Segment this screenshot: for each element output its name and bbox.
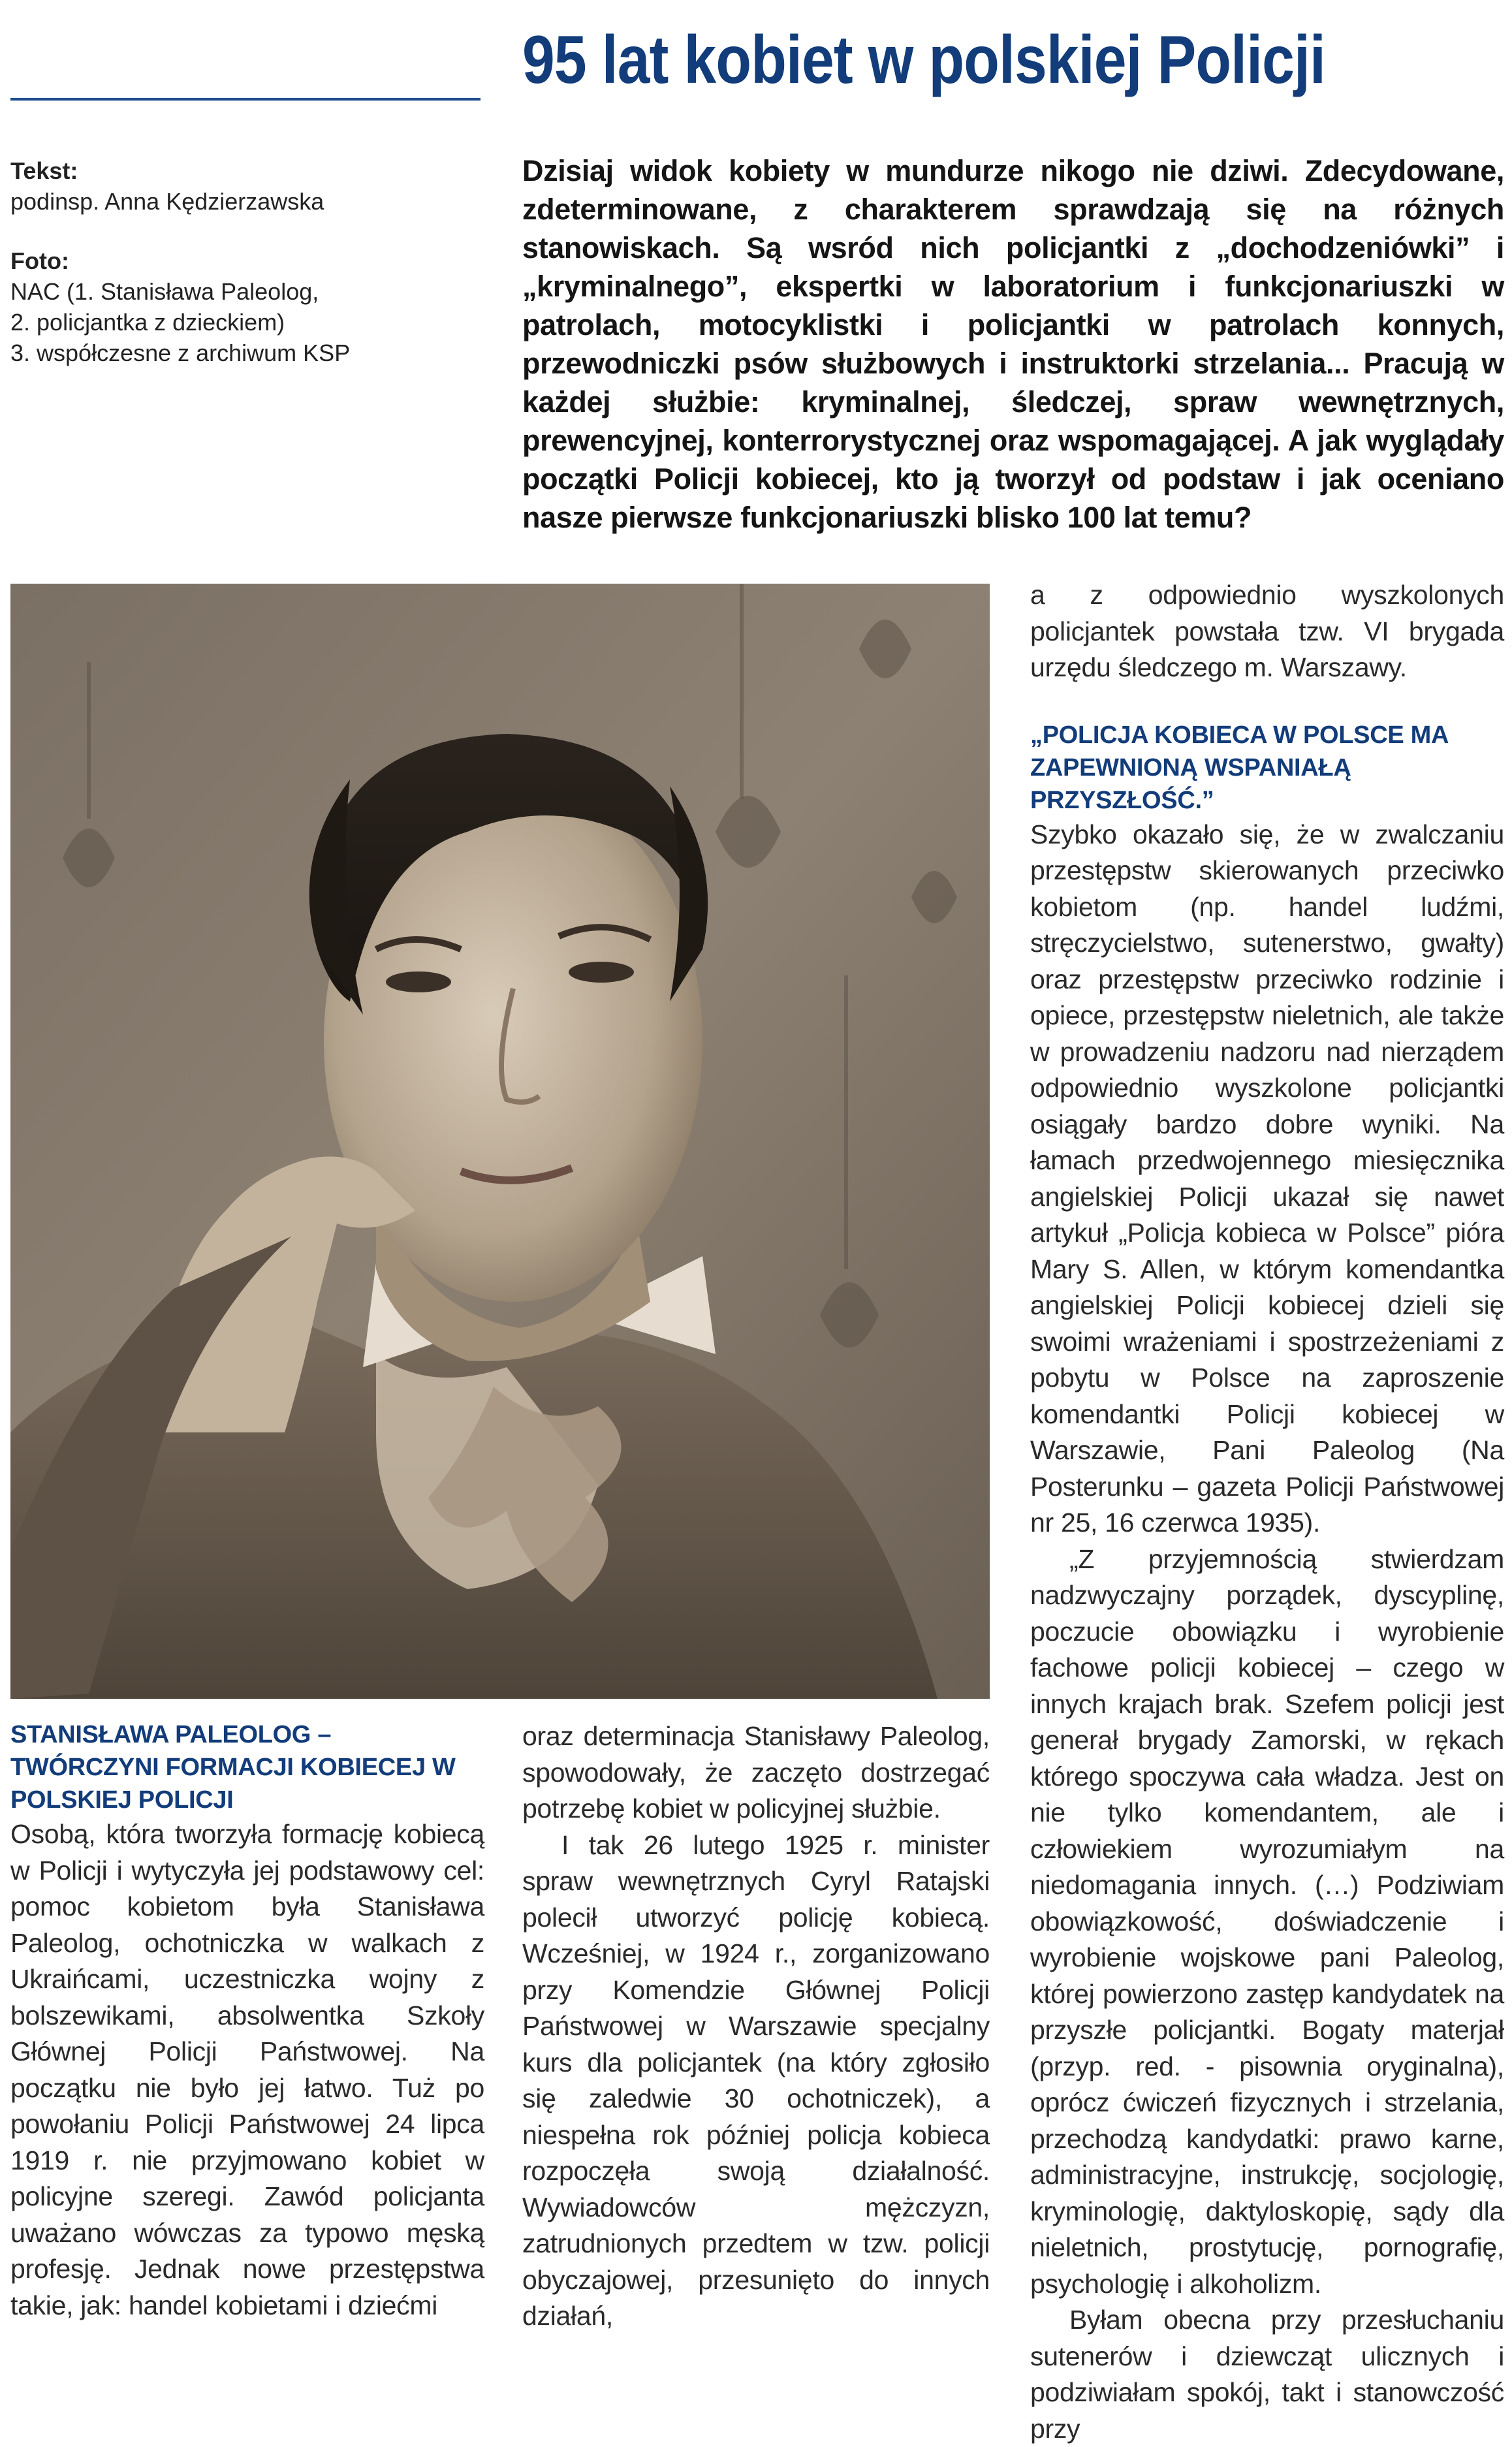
- article-title: 95 lat kobiet w polskiej Policji: [522, 22, 1326, 98]
- column-2: [522, 1718, 990, 2335]
- text-credit-author: podinsp. Anna Kędzierzawska: [10, 188, 324, 215]
- section-heading: „POLICJA KOBIECA W POLSCE MA ZAPEWNIONĄ WSPANIAŁĄ PRZYSZŁOŚĆ.”: [1030, 721, 1448, 814]
- portrait-photo: [10, 584, 990, 1699]
- paragraph: Byłam obecna przy przesłuchaniu sutenerów i dziewcząt ulicznych i podziwiałam spokój, takt i stanowczość przy: [1030, 2305, 1504, 2444]
- paragraph: Szybko okazało się, że w zwalczaniu przestępstw skierowanych przeciwko kobietom (np. handel ludźmi, stręczycielstwo, sutenerstwo, gwałty) oraz przestępstw przeciwko rodzinie i opiece, przestępstw nieletnich, ale także w prowadzeniu nadzoru nad nierządem odpowiednio wyszkolone policjantki osiągały bardzo dobre wyniki. Na łamach przedwojennego miesięcznika angielskiej Policji ukazał się nawet artykuł „Policja kobieca w Polsce” pióra Mary S. Allen, w którym komendantka angielskiej Policji kobiecej dzieli się swoimi wrażeniami i spostrzeżeniami z pobytu w Polsce na zaproszenie komendantki Policji kobiecej w Warszawie, Pani Paleolog (Na Posterunku – gazeta Policji Państwowej nr 25, 16 czerwca 1935).: [1030, 819, 1504, 1538]
- section-heading: STANISŁAWA PALEOLOG – TWÓRCZYNI FORMACJI KOBIECEJ W POLSKIEJ POLICJI: [10, 1721, 456, 1814]
- photo-credit-line: NAC (1. Stanisława Paleolog,: [10, 278, 319, 305]
- column-3: [1030, 577, 1504, 2447]
- paragraph: oraz determinacja Stanisławy Paleolog, spowodowały, że zaczęto dostrzegać potrzebę kobiet w policyjnej służbie.: [522, 1721, 990, 1823]
- quote-paragraph: „Z przyjemnością stwierdzam nadzwyczajny porządek, dyscyplinę, poczucie obowiązku i wyrobienie fachowe policji kobiecej – czego w innych krajach brak. Szefem policji jest generał brygady Zamorski, w rękach którego spoczywa cała władza. Jest on nie tylko komendantem, ale i człowiekiem wyrozumiałym na niedomagania innych. (…) Podziwiam obowiązkowość, doświadczenie i wyrobienie wojskowe pani Paleolog, której powierzono zastęp kandydatek na przyszłe policjantki. Bogaty materjał (przyp. red. - pisownia oryginalna), oprócz ćwiczeń fizycznych i strzelania, przechodzą kandydatki: prawo karne, administracyjne, instrukcję, socjologię, kryminologię, daktyloskopię, sądy dla nieletnich, prostytucję, pornografię, psychologię i alkoholizm.: [1030, 1543, 1504, 2299]
- paragraph: Osobą, która tworzyła formację kobiecą w Policji i wytyczyła jej podstawowy cel: pomoc kobietom była Stanisława Paleolog, ochotniczka w walkach z Ukraińcami, uczestniczka wojny z bolszewikami, absolwentka Szkoły Głównej Policji Państwowej. Na początku nie było jej łatwo. Tuż po powołaniu Policji Państwowej 24 lipca 1919 r. nie przyjmowano kobiet w policyjne szeregi. Zawód policjanta uważano wówczas za typowo męską profesję. Jednak nowe przestępstwa takie, jak: handel kobietami i dziećmi: [10, 1819, 484, 2320]
- paragraph: a z odpowiednio wyszkolonych policjantek powstała tzw. VI brygada urzędu śledczego m. Warszawy.: [1030, 580, 1504, 682]
- header-rule: [10, 98, 480, 101]
- text-credit-label: Tekst:: [10, 157, 78, 184]
- column-1: [10, 1718, 484, 2324]
- paragraph: I tak 26 lutego 1925 r. minister spraw wewnętrznych Cyryl Ratajski polecił utworzyć policję kobiecą. Wcześniej, w 1924 r., zorganizowano przy Komendzie Głównej Policji Państwowej w Warszawie specjalny kurs dla policjantek (na który zgłosiło się zaledwie 30 ochotniczek), a niespełna rok później policja kobieca rozpoczęła swoją działalność. Wywiadowców mężczyzn, zatrudnionych przedtem w tzw. policji obyczajowej, przesunięto do innych działań,: [522, 1829, 990, 2331]
- photo-credit-label: Foto:: [10, 247, 69, 274]
- photo-credit-line: 3. współczesne z archiwum KSP: [10, 339, 351, 366]
- credits: [10, 155, 494, 368]
- lead-paragraph: Dzisiaj widok kobiety w mundurze nikogo nie dziwi. Zdecydowane, zdeterminowane, z charakterem sprawdzają się na różnych stanowiskach. Są wsród nich policjantki z „dochodzeniówki” i „kryminalnego”, ekspertki w laboratorium i funkcjonariuszki w patrolach, motocyklistki i policjantki w patrolach konnych, przewodniczki psów służbowych i instruktorki strzelania... Pracują w każdej służbie: kryminalnej, śledczej, spraw wewnętrznych, prewencyjnej, konterrorystycznej oraz wspomagającej. A jak wyglądały początki Policji kobiecej, kto ją tworzył od podstaw i jak oceniano nasze pierwsze funkcjonariuszki blisko 100 lat temu?: [522, 154, 1504, 534]
- photo-credit-line: 2. policjantka z dzieckiem): [10, 309, 285, 336]
